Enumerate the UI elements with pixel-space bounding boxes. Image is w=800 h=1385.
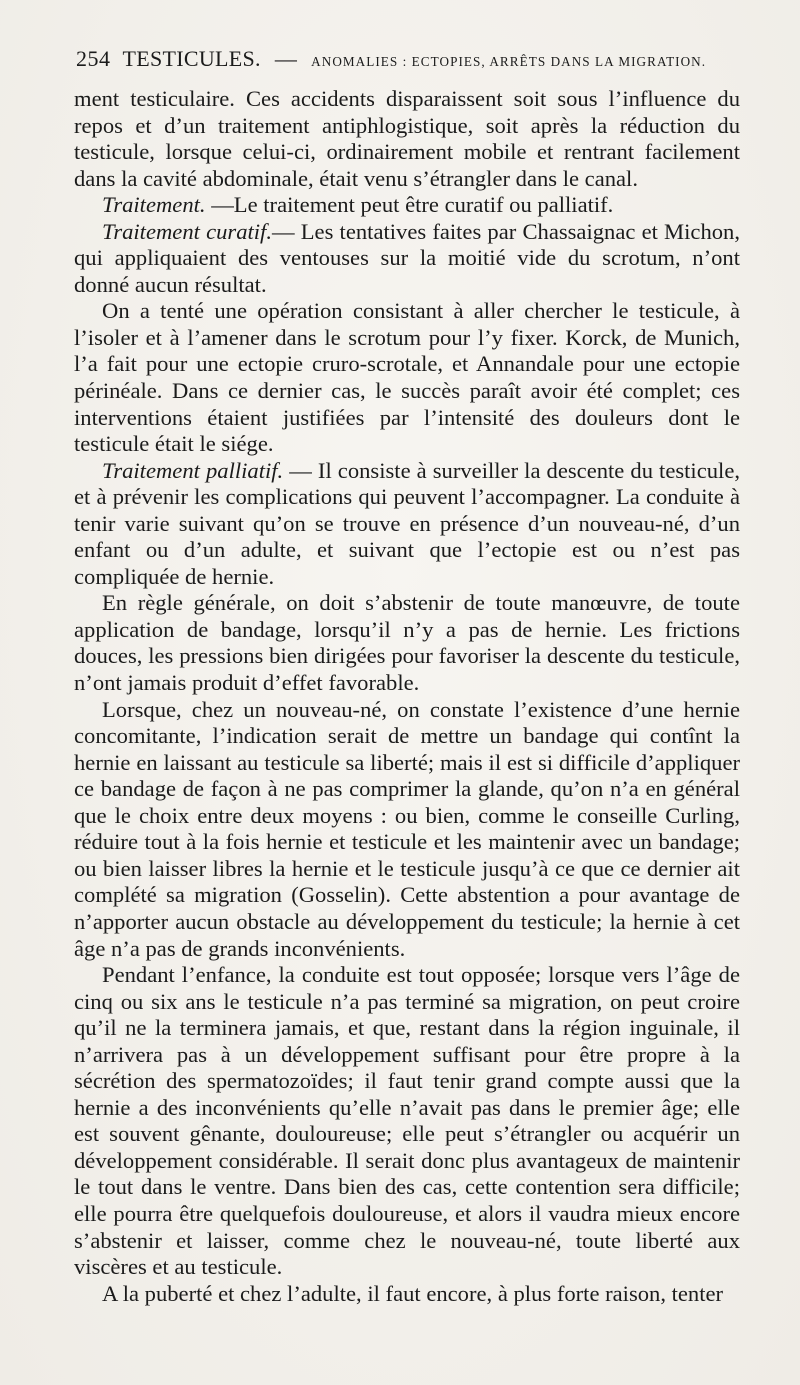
section-lead-palliative: Traitement palliatif. [102,457,284,483]
section-lead-curative: Traitement curatif. [102,218,272,244]
paragraph-puberty [74,1281,740,1308]
paragraph-curative [74,219,740,299]
paragraph-text: — Il consiste à surveiller la descente du testicule, et à prévenir les complications qui peuvent l’accompagner. La conduite à tenir varie suivant qu’on se trouve en présence d’un nouveau-né, d’un enfant ou d’un adulte, et suivant que l’ectopie est ou n’est pas compliquée de hernie. [74,457,740,589]
header-dash: — [274,46,298,71]
paragraph-childhood [74,962,740,1281]
section-lead-treatment: Traitement. [102,192,206,218]
page-number: 254 [76,46,111,71]
paragraph-text: En règle générale, on doit s’abstenir de toute manœuvre, de toute application de bandage, lorsqu’il n’y a pas de hernie. Les frictions douces, les pressions bien dirigées pour favoriser la descente du testicule, n’ont jamais produit d’effet favorable. [74,590,740,696]
paragraph-text: —Le traitement peut être curatif ou palliatif. [205,192,614,218]
running-header [76,46,748,80]
paragraph-text: Lorsque, chez un nouveau-né, on constate l’existence d’une hernie concomitante, l’indication serait de mettre un bandage qui contînt la hernie en laissant au testicule sa liberté; mais il est si difficile d’appliquer ce bandage de façon à ne pas comprimer la glande, qu’on n’a en général que le choix entre deux moyens : ou bien, comme le conseille Curling, réduire tout à la fois hernie et testicule et les maintenir avec un bandage; ou bien laisser libres la hernie et le testicule jusqu’à ce que ce dernier ait complété sa migration (Gosselin). Cette abstention a pour avantage de n’apporter aucun obstacle au développement du testicule; la hernie à cet âge n’a pas de grands inconvénients. [74,696,740,961]
paragraph-treatment [74,192,740,219]
paragraph-text: On a tenté une opération consistant à aller chercher le testicule, à l’isoler et à l’amener dans le scrotum pour l’y fixer. Korck, de Munich, l’a fait pour une ectopie cruro-scrotale, et Annandale pour une ectopie périnéale. Dans ce dernier cas, le succès paraît avoir été complet; ces interventions étaient justifiées par l’intensité des douleurs dont le testicule était le siége. [74,298,740,457]
paragraph-text: — Les tentatives faites par Chassaignac et Michon, qui appliquaient des ventouses sur la moitié vide du scrotum, n’ont donné aucun résultat. [74,218,740,297]
running-subtitle: ANOMALIES : ECTOPIES, ARRÊTS DANS LA MIGRATION. [311,54,707,69]
paragraph-text: Pendant l’enfance, la conduite est tout opposée; lorsque vers l’âge de cinq ou six ans le testicule n’a pas terminé sa migration, on peut croire qu’il ne la terminera jamais, et que, restant dans la région inguinale, il n’arrivera pas à un développement suffisant pour être propre à la sécrétion des spermatozoïdes; il faut tenir grand compte aussi que la hernie a des inconvénients qu’elle n’avait pas dans le premier âge; elle est souvent gênante, douloureuse; elle peut s’étrangler ou acquérir un développement considérable. Il serait donc plus avantageux de maintenir le tout dans le ventre. Dans bien des cas, cette contention sera difficile; elle pourra être quelquefois douloureuse, et alors il vaudra mieux encore s’abstenir et laisser, comme chez le nouveau-né, toute liberté aux viscères et au testicule. [74,962,740,1280]
paragraph-general-rule [74,590,740,696]
paragraph-palliative [74,458,740,591]
paragraph-operation [74,298,740,457]
paragraph-continued [74,86,740,192]
running-title: TESTICULES. [122,46,261,71]
paragraph-text: A la puberté et chez l’adulte, il faut encore, à plus forte raison, tenter [102,1280,724,1306]
paragraph-newborn [74,697,740,962]
body-text [74,86,740,1307]
paragraph-text: ment testiculaire. Ces accidents disparaissent soit sous l’influence du repos et d’un traitement antiphlogistique, soit après la réduction du testicule, lorsque celui-ci, ordinairement mobile et rentrant facilement dans la cavité abdominale, était venu s’étrangler dans le canal. [74,86,740,191]
